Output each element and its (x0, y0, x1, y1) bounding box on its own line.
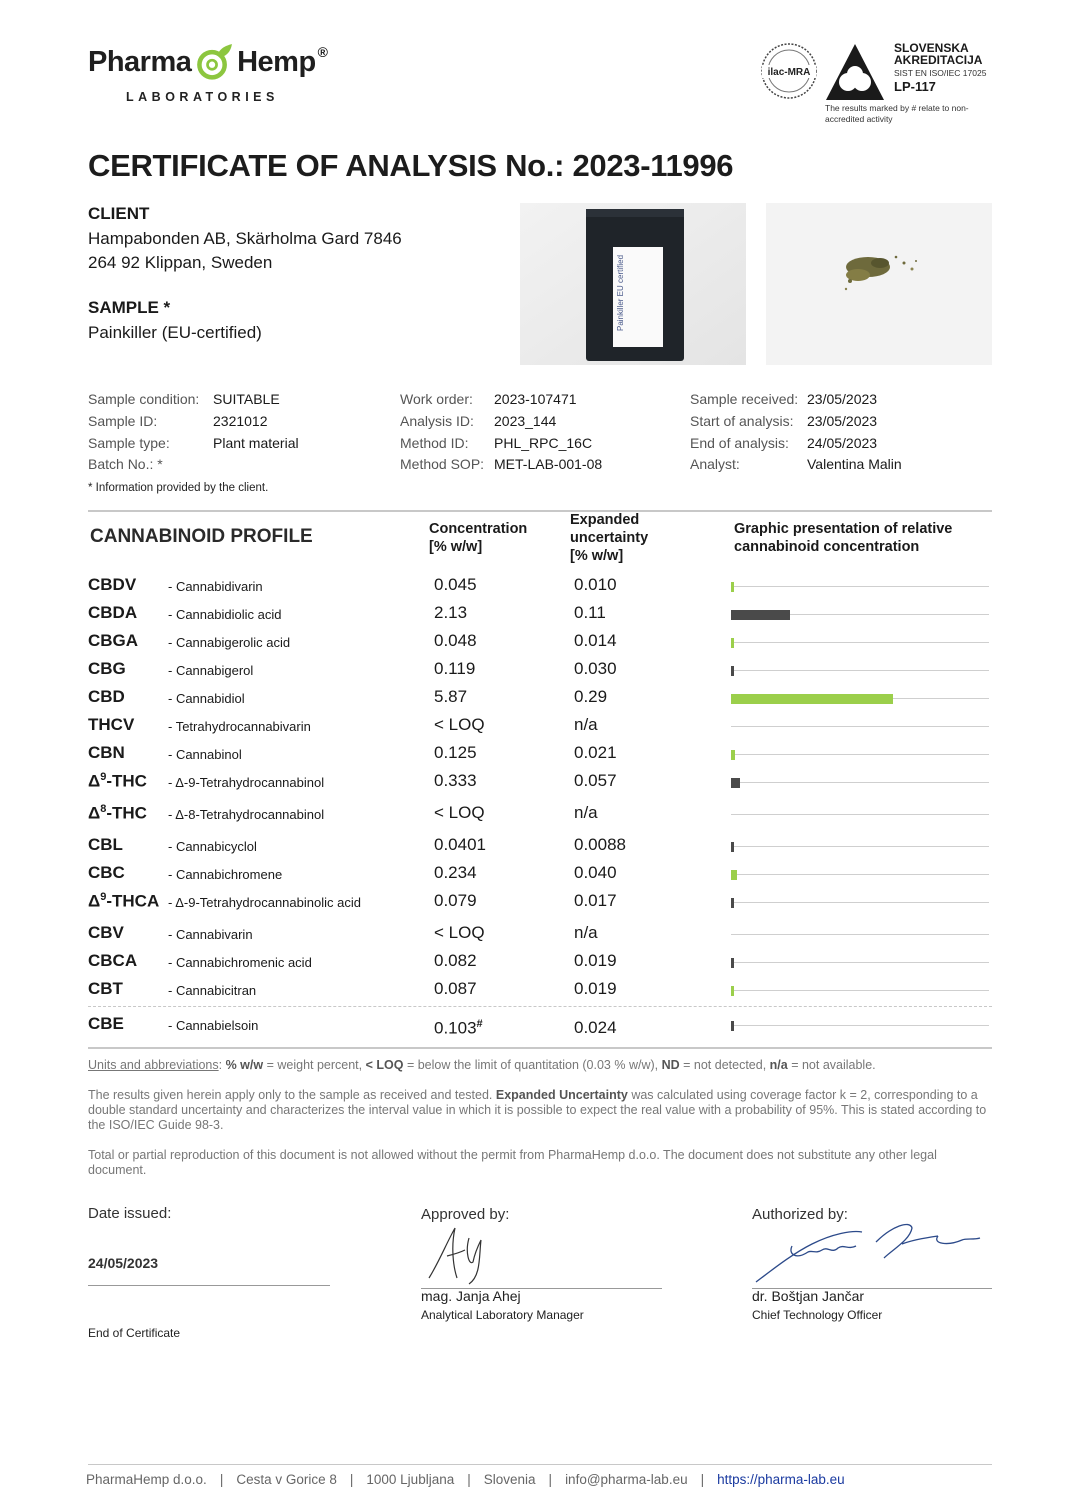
uncertainty-value: 0.019 (574, 951, 617, 970)
leaf-logo-icon (194, 40, 234, 84)
bar-track (731, 642, 989, 643)
uncertainty-value: 0.0088 (574, 835, 626, 854)
bar-track (731, 782, 989, 783)
uncertainty-value: n/a (574, 715, 598, 734)
authorized-by-label: Authorized by: (752, 1206, 848, 1223)
cannabinoid-abbr: CBC (88, 863, 125, 882)
meta-value: 24/05/2023 (807, 435, 878, 451)
approver-name: mag. Janja Ahej (421, 1288, 521, 1304)
concentration-value: 0.119 (434, 659, 476, 678)
cannabinoid-abbr: $\Delta^8$-THC (88, 803, 147, 823)
package-label-text: Painkiller EU certified (616, 254, 625, 331)
uncertainty-value: 0.040 (574, 863, 617, 882)
footer-company: PharmaHemp d.o.o. (86, 1472, 207, 1487)
sample-name: Painkiller (EU-certified) (88, 323, 262, 342)
cannabinoid-abbr: CBV (88, 923, 124, 942)
meta-label: Batch No.: * (88, 456, 163, 472)
logo-word-pharma: Pharma (88, 45, 192, 78)
bar-track (731, 874, 989, 875)
cannabinoid-name: - Δ-8-Tetrahydrocannabinol (168, 807, 325, 822)
cannabinoid-abbr: CBCA (88, 951, 138, 970)
meta-value: 2023_144 (494, 413, 557, 429)
registered-mark: ® (317, 44, 328, 60)
cannabinoid-name: - Cannabidiolic acid (168, 607, 282, 622)
accreditation-code: LP-117 (894, 79, 936, 94)
meta-label: Sample type: (88, 435, 170, 451)
cannabinoid-name: - Cannabicyclol (168, 839, 257, 854)
date-issued-value: 24/05/2023 (88, 1255, 159, 1271)
accreditation-org-line2: AKREDITACIJA (894, 53, 983, 67)
cannabinoid-abbr: CBG (88, 659, 126, 678)
cannabinoid-name: - Tetrahydrocannabivarin (168, 719, 311, 734)
concentration-value: 5.87 (434, 687, 468, 706)
table-row (0, 863, 1080, 891)
cannabinoid-abbr: CBN (88, 743, 125, 762)
client-address-line2: 264 92 Klippan, Sweden (88, 253, 273, 272)
approver-role: Analytical Laboratory Manager (421, 1308, 584, 1322)
bar-track (731, 754, 989, 755)
concentration-value: 0.087 (434, 979, 477, 998)
concentration-value: 0.048 (434, 631, 477, 650)
meta-label: Sample ID: (88, 413, 158, 429)
uncertainty-value: n/a (574, 803, 598, 822)
bar-track (731, 990, 989, 991)
cannabinoid-name: - Cannabicitran (168, 983, 257, 998)
cannabinoid-name: - Cannabidivarin (168, 579, 263, 594)
concentration-bar (731, 778, 740, 788)
concentration-column-header: Concentration [% w/w] (429, 521, 528, 555)
approved-by-label: Approved by: (421, 1206, 510, 1223)
uncertainty-value: 0.019 (574, 979, 617, 998)
concentration-value: 0.082 (434, 951, 477, 970)
accreditation-standard: SIST EN ISO/IEC 17025 (894, 68, 987, 78)
accreditation-note: The results marked by # relate to non-accredited activity (825, 103, 969, 124)
bar-track (731, 726, 989, 727)
meta-value: SUITABLE (213, 391, 280, 407)
cannabinoid-name: - Cannabidiol (168, 691, 245, 706)
profile-title: CANNABINOID PROFILE (90, 526, 313, 547)
uncertainty-value: 0.010 (574, 575, 617, 594)
concentration-value: 0.0401 (434, 835, 486, 854)
bar-track (731, 962, 989, 963)
table-row (0, 575, 1080, 603)
concentration-bar (731, 694, 893, 704)
divider-bottom (88, 1047, 992, 1049)
footer-website-link[interactable]: https://pharma-lab.eu (717, 1472, 845, 1487)
meta-label: Method SOP: (400, 456, 485, 472)
bar-track (731, 902, 989, 903)
uncertainty-value: 0.11 (574, 603, 606, 622)
uncertainty-value: 0.017 (574, 891, 617, 910)
footer-country: Slovenia (483, 1472, 536, 1487)
footer: PharmaHemp d.o.o. | Cesta v Gorice 8 | 1000 Ljubljana | Slovenia | info@pharma-lab.eu | https://pharma-lab.eu (86, 1472, 845, 1487)
meta-label: Sample received: (690, 391, 799, 407)
uncertainty-value: n/a (574, 923, 598, 942)
footer-city: 1000 Ljubljana (366, 1472, 455, 1487)
cannabinoid-name: - Cannabielsoin (168, 1018, 259, 1033)
meta-value: 2321012 (213, 413, 268, 429)
uncertainty-value: 0.014 (574, 631, 617, 650)
meta-label: End of analysis: (690, 435, 789, 451)
client-info-note: * Information provided by the client. (88, 482, 269, 494)
end-of-certificate: End of Certificate (88, 1326, 181, 1340)
footer-email-link[interactable]: info@pharma-lab.eu (565, 1472, 688, 1487)
table-row (0, 743, 1080, 771)
cannabinoid-name: - Cannabigerol (168, 663, 254, 678)
concentration-value: < LOQ (434, 803, 485, 822)
concentration-bar (731, 1021, 734, 1031)
ilac-label: ilac-MRA (767, 67, 811, 78)
uncertainty-value: 0.030 (574, 659, 617, 678)
divider-top (88, 510, 992, 512)
meta-label: Analyst: (690, 456, 740, 472)
concentration-value: 0.333 (434, 771, 477, 790)
authorizer-signature-icon (752, 1220, 982, 1286)
table-row (0, 1014, 1080, 1042)
cannabinoid-abbr: CBT (88, 979, 123, 998)
cannabinoid-name: - Cannabivarin (168, 927, 253, 942)
cannabinoid-abbr: CBD (88, 687, 125, 706)
table-row (0, 979, 1080, 1007)
uncertainty-value: 0.29 (574, 687, 608, 706)
units-abbreviations: Units and abbreviations: % w/w = weight percent, < LOQ = below the limit of quantitation (0.03 % w/w), ND = not detected, n/a = not available. (88, 1058, 876, 1072)
cannabinoid-abbr: THCV (88, 715, 135, 734)
bar-track (731, 934, 989, 935)
divider-dashed (88, 1006, 992, 1007)
cannabinoid-name: - Cannabichromene (168, 867, 283, 882)
concentration-value: 0.079 (434, 891, 477, 910)
cannabinoid-name: - Δ-9-Tetrahydrocannabinol (168, 775, 325, 790)
concentration-bar (731, 610, 790, 620)
cannabinoid-name: - Cannabichromenic acid (168, 955, 312, 970)
concentration-value: 0.103# (434, 1018, 483, 1038)
logo-word-hemp: Hemp (237, 45, 316, 78)
concentration-value: 2.13 (434, 603, 468, 622)
table-row (0, 951, 1080, 979)
cannabinoid-name: - Δ-9-Tetrahydrocannabinolic acid (168, 895, 361, 910)
meta-label: Analysis ID: (400, 413, 474, 429)
cannabinoid-abbr: CBL (88, 835, 123, 854)
sample-material-photo (766, 203, 992, 365)
units-title: Units and abbreviations (88, 1058, 219, 1072)
meta-value: 23/05/2023 (807, 413, 878, 429)
concentration-bar (731, 958, 734, 968)
concentration-bar (731, 750, 735, 760)
table-row (0, 923, 1080, 951)
cannabinoid-abbr: CBDA (88, 603, 138, 622)
client-heading: CLIENT (88, 204, 150, 223)
cannabinoid-abbr: CBE (88, 1014, 124, 1033)
uncertainty-disclaimer: The results given herein apply only to the sample as received and tested. Expanded Uncertainty was calculated using coverage factor k = 2, corresponding to a double standard uncertainty and characterizes the interval value in which it is possible to expect the real value with a probability of 95%. This is stated according to the ISO/IEC Guide 98-3. (88, 1088, 987, 1132)
meta-value: MET-LAB-001-08 (494, 456, 603, 472)
graphic-column-header: Graphic presentation of relative cannabinoid concentration (734, 521, 953, 555)
concentration-bar (731, 986, 734, 996)
table-row (0, 771, 1080, 799)
concentration-value: 0.125 (434, 743, 477, 762)
bar-track (731, 586, 989, 587)
certificate-title: CERTIFICATE OF ANALYSIS No.: 2023-11996 (88, 148, 734, 183)
table-row (0, 603, 1080, 631)
footer-divider (88, 1464, 992, 1465)
authorizer-role: Chief Technology Officer (752, 1308, 883, 1322)
table-row (0, 835, 1080, 863)
concentration-bar (731, 870, 737, 880)
table-row (0, 687, 1080, 715)
meta-value: PHL_RPC_16C (494, 435, 593, 451)
concentration-bar (731, 842, 734, 852)
table-row (0, 891, 1080, 919)
cannabinoid-name: - Cannabigerolic acid (168, 635, 291, 650)
meta-label: Sample condition: (88, 391, 200, 407)
approver-signature-icon (425, 1222, 505, 1288)
accreditation-block (760, 42, 1000, 132)
meta-label: Start of analysis: (690, 413, 794, 429)
concentration-value: 0.045 (434, 575, 477, 594)
concentration-value: < LOQ (434, 715, 485, 734)
concentration-bar (731, 666, 734, 676)
sample-heading: SAMPLE * (88, 298, 171, 317)
meta-label: Method ID: (400, 435, 469, 451)
uncertainty-value: 0.057 (574, 771, 617, 790)
table-row (0, 631, 1080, 659)
ilac-mra-seal-icon (760, 42, 818, 100)
company-logo (88, 40, 328, 120)
cannabinoid-abbr: CBDV (88, 575, 137, 594)
client-address-line1: Hampabonden AB, Skärholma Gard 7846 (88, 229, 402, 248)
cannabinoid-abbr: CBGA (88, 631, 139, 650)
slovenska-akreditacija-mark-icon (824, 42, 886, 102)
cannabinoid-abbr: $\Delta^9$-THCA (88, 891, 160, 911)
meta-value: 23/05/2023 (807, 391, 878, 407)
bar-track (731, 846, 989, 847)
concentration-value: 0.234 (434, 863, 477, 882)
table-row (0, 659, 1080, 687)
table-row (0, 715, 1080, 743)
reproduction-disclaimer: Total or partial reproduction of this document is not allowed without the permit from PharmaHemp d.o.o. The document does not substitute any other legal document. (88, 1148, 937, 1177)
uncertainty-value: 0.021 (574, 743, 617, 762)
meta-value: 2023-107471 (494, 391, 577, 407)
meta-label: Work order: (400, 391, 473, 407)
meta-value: Valentina Malin (807, 456, 902, 472)
footer-street: Cesta v Gorice 8 (236, 1472, 337, 1487)
uncertainty-value: 0.024 (574, 1018, 617, 1037)
uncertainty-column-header: Expanded uncertainty [% w/w] (570, 512, 649, 564)
bar-track (731, 1025, 989, 1026)
cannabinoid-abbr: $\Delta^9$-THC (88, 771, 147, 791)
date-line (88, 1285, 330, 1286)
authorizer-name: dr. Boštjan Jančar (752, 1288, 865, 1304)
sample-package-photo (520, 203, 746, 365)
concentration-bar (731, 638, 734, 648)
concentration-bar (731, 898, 734, 908)
concentration-bar (731, 582, 734, 592)
table-row (0, 803, 1080, 831)
accreditation-org-line1: SLOVENSKA (894, 41, 969, 55)
bar-track (731, 814, 989, 815)
date-issued-label: Date issued: (88, 1205, 172, 1222)
bar-track (731, 670, 989, 671)
logo-subtitle: LABORATORIES (126, 90, 279, 104)
concentration-value: < LOQ (434, 923, 485, 942)
meta-value: Plant material (213, 435, 299, 451)
cannabinoid-name: - Cannabinol (168, 747, 242, 762)
